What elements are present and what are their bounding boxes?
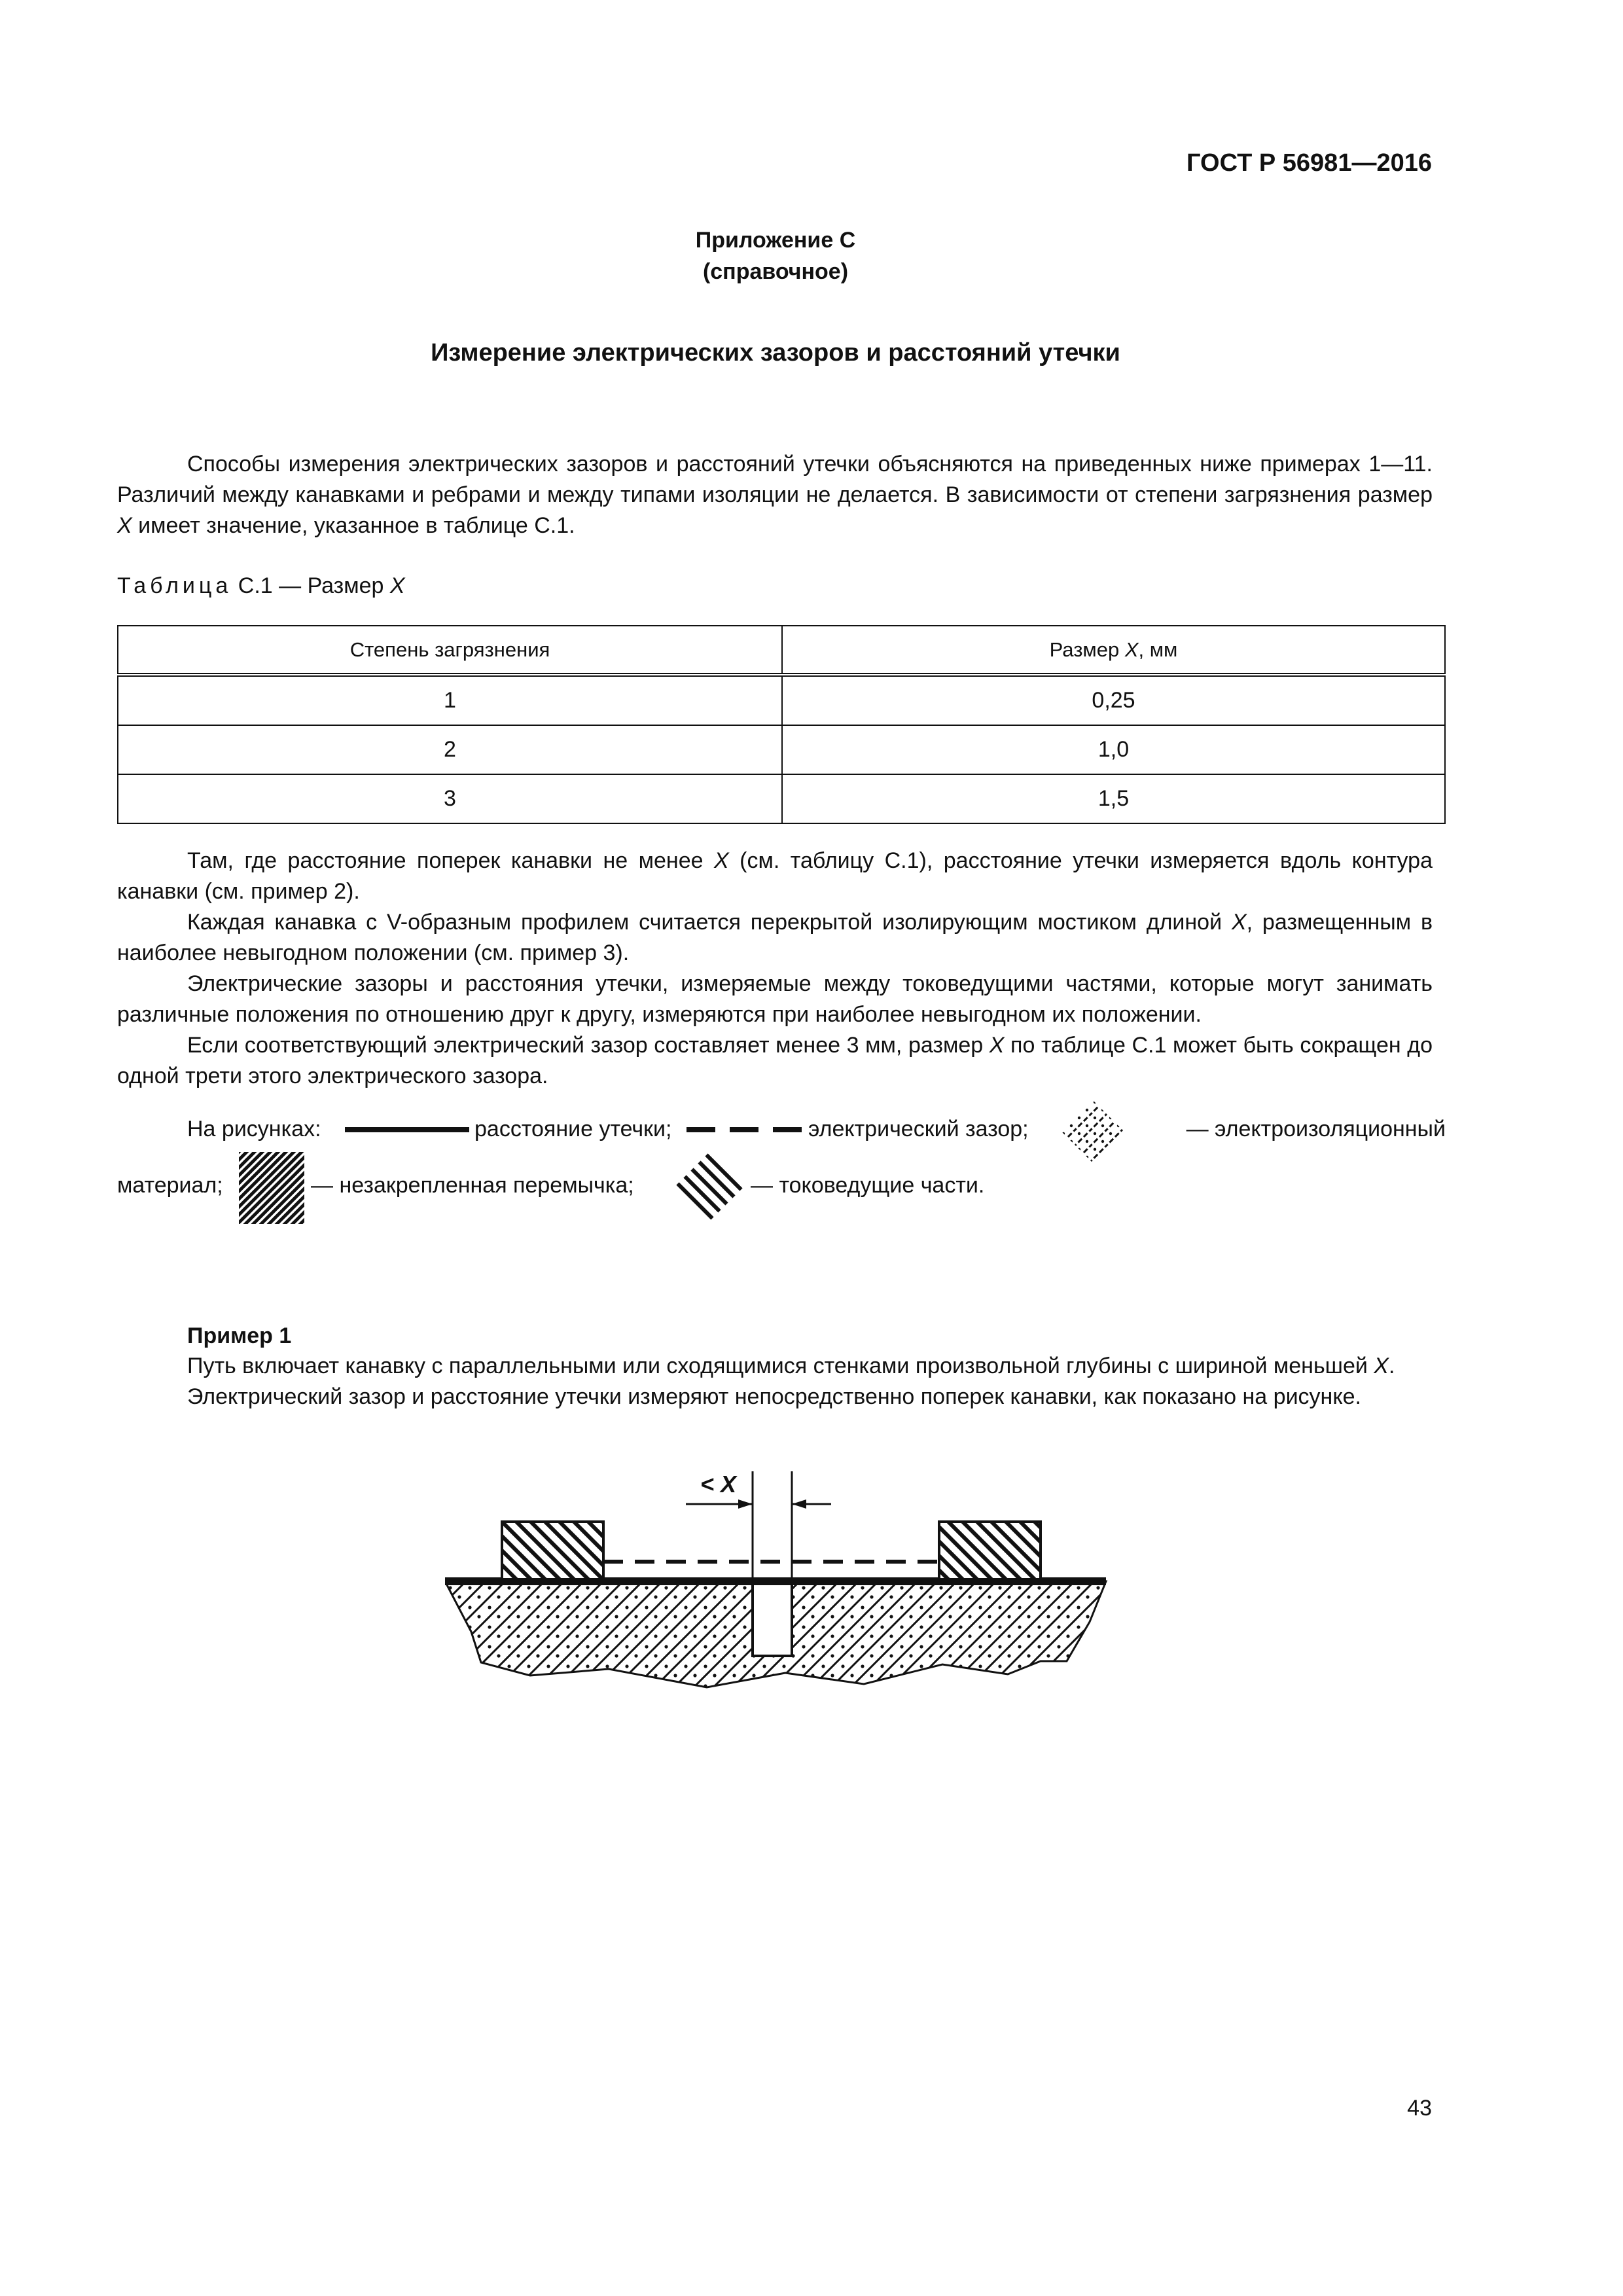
clearance-dash-icon bbox=[687, 1126, 804, 1134]
table-caption-number: С.1 — Размер bbox=[238, 573, 390, 598]
table-cell-size: 0,25 bbox=[782, 675, 1445, 725]
rules-block bbox=[117, 846, 1433, 1092]
legend-conductive: — токоведущие части. bbox=[751, 1173, 985, 1198]
page-number: 43 bbox=[1407, 2096, 1432, 2121]
intro-text-2: имеет значение, указанное в таблице С.1. bbox=[132, 513, 575, 538]
intro-x-symbol: X bbox=[117, 513, 132, 538]
example-paragraph: Электрический зазор и расстояние утечки измеряют непосредственно поперек канавки, как показано на рисунке. bbox=[187, 1384, 1361, 1409]
example-text bbox=[117, 1351, 1433, 1412]
legend-insulation-a: — электроизоляционный bbox=[1186, 1117, 1446, 1141]
table-row bbox=[118, 675, 1445, 725]
pollution-table bbox=[117, 625, 1446, 824]
rule-paragraph: Электрические зазоры и расстояния утечки, измеряемые между токоведущими частями, которые могут занимать различные положения по отношению друг к другу, измеряются при наиболее невыгодном их положении. bbox=[117, 971, 1433, 1027]
table-cell-size: 1,0 bbox=[782, 725, 1445, 774]
table-cell-degree: 1 bbox=[118, 675, 782, 725]
table-header-row bbox=[118, 626, 1445, 675]
table-caption-x: X bbox=[389, 573, 405, 598]
intro-text-1: Способы измерения электрических зазоров и расстояний утечки объясняются на приведенных ниже примерах 1—11. Различий между канавками и ребрами и между типами изоляции не делается. В зависимости от степени загрязнения размер bbox=[117, 452, 1433, 507]
table-cell-degree: 3 bbox=[118, 774, 782, 823]
dimension-arrowhead-left bbox=[738, 1499, 753, 1509]
dimension-label: < X bbox=[700, 1471, 737, 1498]
appendix-title: Приложение С bbox=[695, 228, 856, 253]
creepage-line-icon bbox=[345, 1126, 469, 1134]
example-1-figure bbox=[445, 1465, 1119, 1713]
table-header-size: Размер X, мм bbox=[782, 626, 1445, 675]
section-title: Измерение электрических зазоров и расстояний утечки bbox=[431, 339, 1120, 367]
table-header-degree: Степень загрязнения bbox=[118, 626, 782, 675]
document-code: ГОСТ Р 56981—2016 bbox=[1186, 149, 1432, 177]
table-cell-size: 1,5 bbox=[782, 774, 1445, 823]
legend-line-2 bbox=[117, 1169, 1099, 1208]
insulation-hatch-icon bbox=[1060, 1098, 1125, 1164]
table-cell-degree: 2 bbox=[118, 725, 782, 774]
legend-creepage: расстояние утечки; bbox=[474, 1117, 672, 1141]
legend-bridge: — незакрепленная перемычка; bbox=[311, 1173, 634, 1198]
groove bbox=[753, 1581, 792, 1656]
dimension-arrowhead-right bbox=[792, 1499, 806, 1509]
table-row bbox=[118, 774, 1445, 823]
example-paragraph: Путь включает канавку с параллельными или сходящимися стенками произвольной глубины с шириной меньшей X. bbox=[187, 1354, 1395, 1378]
rule-paragraph: Там, где расстояние поперек канавки не менее X (см. таблицу С.1), расстояние утечки измеряется вдоль контура канавки (см. пример 2). bbox=[117, 848, 1433, 904]
rule-paragraph: Если соответствующий электрический зазор составляет менее 3 мм, размер X по таблице С.1 может быть сокращен до одной трети этого электрического зазора. bbox=[117, 1033, 1433, 1088]
conductive-hatch-icon bbox=[673, 1151, 745, 1223]
table-caption-label: Таблица bbox=[117, 573, 232, 598]
intro-paragraph bbox=[117, 449, 1433, 541]
legend-line-1 bbox=[117, 1113, 1446, 1152]
legend-intro: На рисунках: bbox=[187, 1117, 321, 1141]
legend-insulation-b: материал; bbox=[117, 1173, 223, 1198]
table-caption bbox=[117, 573, 405, 599]
bridge-hatch-icon bbox=[239, 1152, 304, 1224]
example-title: Пример 1 bbox=[187, 1323, 292, 1348]
rule-paragraph: Каждая канавка с V-образным профилем считается перекрытой изолирующим мостиком длиной X, размещенным в наиболее невыгодном положении (см. пример 3). bbox=[117, 910, 1433, 965]
appendix-subtitle: (справочное) bbox=[702, 259, 849, 284]
right-conductor bbox=[939, 1522, 1041, 1579]
table-row bbox=[118, 725, 1445, 774]
left-conductor bbox=[502, 1522, 603, 1579]
legend-clearance: электрический зазор; bbox=[808, 1117, 1029, 1141]
